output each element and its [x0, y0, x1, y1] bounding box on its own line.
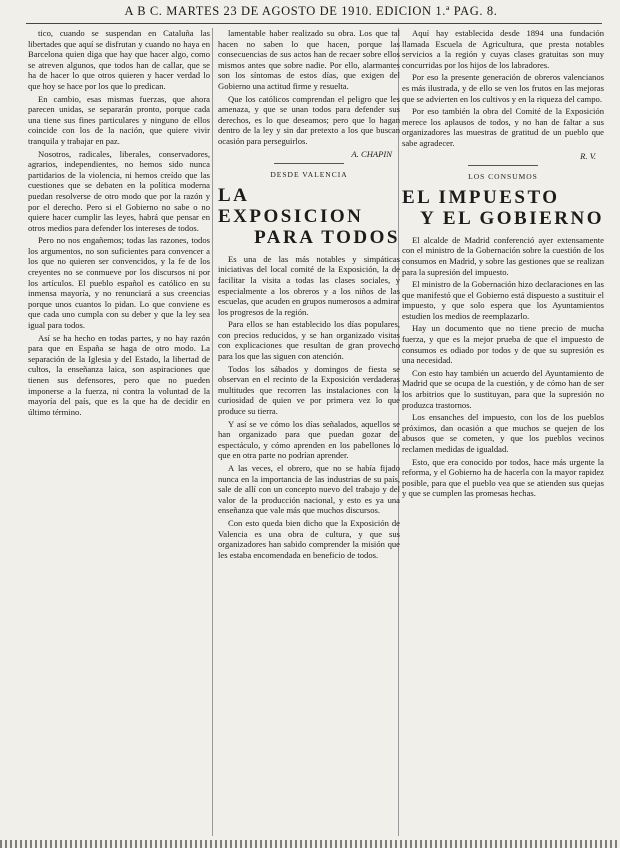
paragraph: tico, cuando se suspendan en Cataluña las libertades que aquí se disfrutan y cuando no haya en Barcelona quien diga que hay que hacer algo, como se atreven algunos, que todos han de callar, que se ha de hacer lo que otros quieren y hacer verdad lo que hoy se hace por los que lo predican.	[28, 28, 210, 91]
headline-line-2: Y EL GOBIERNO	[420, 207, 604, 229]
column-divider	[212, 28, 213, 836]
page-header: A B C. MARTES 23 DE AGOSTO DE 1910. EDICION 1.ª PAG. 8.	[124, 4, 498, 18]
paragraph: Pero no nos engañemos; todas las razones, todos los argumentos, no son suficientes para convencer a los que no quieren ser convencidos, y la fe de los creyentes no se conmueve por los discursos ni por los artículos. El pueblo español es católico en su inmensa mayoría, y no renunciará a sus creencias porque unos cuantos lo pidan. Lo que conviene es que cada uno cumpla con su deber y que la ley sea igual para todos.	[28, 235, 210, 331]
headline-line-2: PARA TODOS	[254, 226, 400, 248]
paragraph: lamentable haber realizado su obra. Los que tal hacen no saben lo que hacen, porque las consecuencias de sus actos han de recaer sobre ellos mismos antes que sobre nadie. Por ello, alarmantes son los síntomas de estos días, que exigen del Gobierno una actitud firme y resuelta.	[218, 28, 400, 91]
article-headline	[218, 185, 400, 248]
paragraph: Nosotros, radicales, liberales, conservadores, agrarios, independientes, no hemos sido nunca partidarios de la violencia, ni hemos creído que las cuestiones que se debaten en la política moderna puedan resolverse de otro modo que por la razón y por el derecho. Pero si el Gobierno no sabe o no quiere hacer cumplir las leyes, habrá que pensar en otros medios para defender los intereses de todos.	[28, 148, 210, 233]
paragraph: Es una de las más notables y simpáticas iniciativas del local comité de la Exposición, la de facilitar la visita a todas las clases sociales, y especialmente a los obreros y a los niños de las escuelas, que acuden en grupos numerosos a admirar los progresos de la región.	[218, 253, 400, 317]
paragraph: El alcalde de Madrid conferenció ayer extensamente con el ministro de la Gobernación sobre la cuestión de los consumos en Madrid, y sobre las gestiones que se realizan para la supresión del impuesto.	[402, 234, 604, 277]
paragraph: Los ensanches del impuesto, con los de los pueblos próximos, dan ocasión a que muchos se quejen de los abusos que se cometen, y que los pueblos vecinos reclamen medidas de igualdad.	[402, 412, 604, 454]
headline-line-1: EL IMPUESTO	[402, 186, 560, 208]
paragraph: Hay un documento que no tiene precio de mucha fuerza, y que es la mejor prueba de que el impuesto de consumos es odiado por todos y de que su supresión es una necesidad.	[402, 323, 604, 366]
paragraph: Todos los sábados y domingos de fiesta se observan en el recinto de la Exposición verdaderas multitudes que recorren las instalaciones con la curiosidad de quien ve por primera vez lo que produce su tierra.	[218, 363, 400, 417]
paragraph: Aquí hay establecida desde 1894 una fundación llamada Escuela de Agricultura, que presta notables servicios a la región y cuyas clases gratuitas son muy concurridas por los hijos de los labradores.	[402, 28, 604, 70]
paragraph: Que los católicos comprendan el peligro que les amenaza, y que se unan todos para defender sus derechos, es lo que deseamos; pero que lo hagan dentro de la ley y sin dar pretexto a los que buscan ocasión para perseguirlos.	[218, 93, 400, 146]
paragraph: Y así se ve cómo los días señalados, aquellos se han organizado para que puedan gozar del espectáculo, y cómo aprenden en los pabellones lo que en otra parte no podrían aprender.	[218, 418, 400, 461]
article-signature: A. CHAPIN	[351, 148, 392, 159]
section-label: LOS CONSUMOS	[468, 172, 538, 182]
paragraph: En cambio, esas mismas fuerzas, que ahora parecen unidas, se separarán pronto, porque cada una tiene sus fines particulares y ninguno de ellos coincide con los de la nación, que quiere vivir tranquila y trabajar en paz.	[28, 93, 210, 146]
section-label: DESDE VALENCIA	[270, 170, 348, 180]
paragraph: A las veces, el obrero, que no se había fijado nunca en la importancia de las industrias de su país, sale de allí con un concepto nuevo del trabajo y del valor de la producción nacional, y esto es ya una enseñanza que vale más que muchos discursos.	[218, 463, 400, 516]
paragraph: Para ellos se han establecido los días populares, con precios reducidos, y se han organizado visitas con explicaciones que resultan de gran provecho para los que las siguen con atención.	[218, 319, 400, 362]
column-3	[402, 28, 604, 836]
header-rule	[26, 23, 602, 24]
article-signature: R. V.	[580, 150, 596, 161]
paragraph: Con esto queda bien dicho que la Exposición de Valencia es una obra de cultura, y que sus organizadores han sabido comprender la misión que les estaba encomendada en beneficio de todos.	[218, 517, 400, 560]
section-divider	[274, 163, 344, 164]
section-divider	[468, 165, 538, 166]
paragraph: Esto, que era conocido por todos, hace más urgente la reforma, y el Gobierno ha de hacerla con la mayor rapidez posible, para que el pueblo vea que se atienden sus quejas y que se cumplen las promesas hechas.	[402, 456, 604, 499]
paragraph: Por eso la presente generación de obreros valencianos es más ilustrada, y de ello se ven los frutos en las mejoras que se advierten en los cultivos y en la riqueza del campo.	[402, 72, 604, 104]
paragraph: Así se ha hecho en todas partes, y no hay razón para que en España se haga de otro modo. La separación de la Iglesia y del Estado, la libertad de cultos, la enseñanza laica, son aspiraciones que tienen sus defensores, pero que no pueden imponerse a la fuerza, ni contra la voluntad de la mayoría del país, que es la que ha de decidir en último término.	[28, 332, 210, 417]
column-1	[28, 28, 210, 836]
article-headline	[402, 187, 604, 229]
headline-line-1: LA EXPOSICION	[218, 184, 364, 227]
column-2	[218, 28, 400, 836]
page-bottom-edge	[0, 840, 620, 848]
paragraph: Por eso también la obra del Comité de la Exposición merece los aplausos de todos, y no han de faltar a sus organizadores las muestras de gratitud de un pueblo que sabe agradecer.	[402, 106, 604, 148]
paragraph: El ministro de la Gobernación hizo declaraciones en las que manifestó que el Gobierno está dispuesto a sustituir el impuesto, y que solo espera que los Ayuntamientos estudien los medios de reemplazarlo.	[402, 279, 604, 321]
paragraph: Con esto hay también un acuerdo del Ayuntamiento de Madrid que se ocupa de la cuestión, y de cómo han de ser los arbitrios que lo sustituyan, para que la supresión no produzca trastornos.	[402, 367, 604, 410]
